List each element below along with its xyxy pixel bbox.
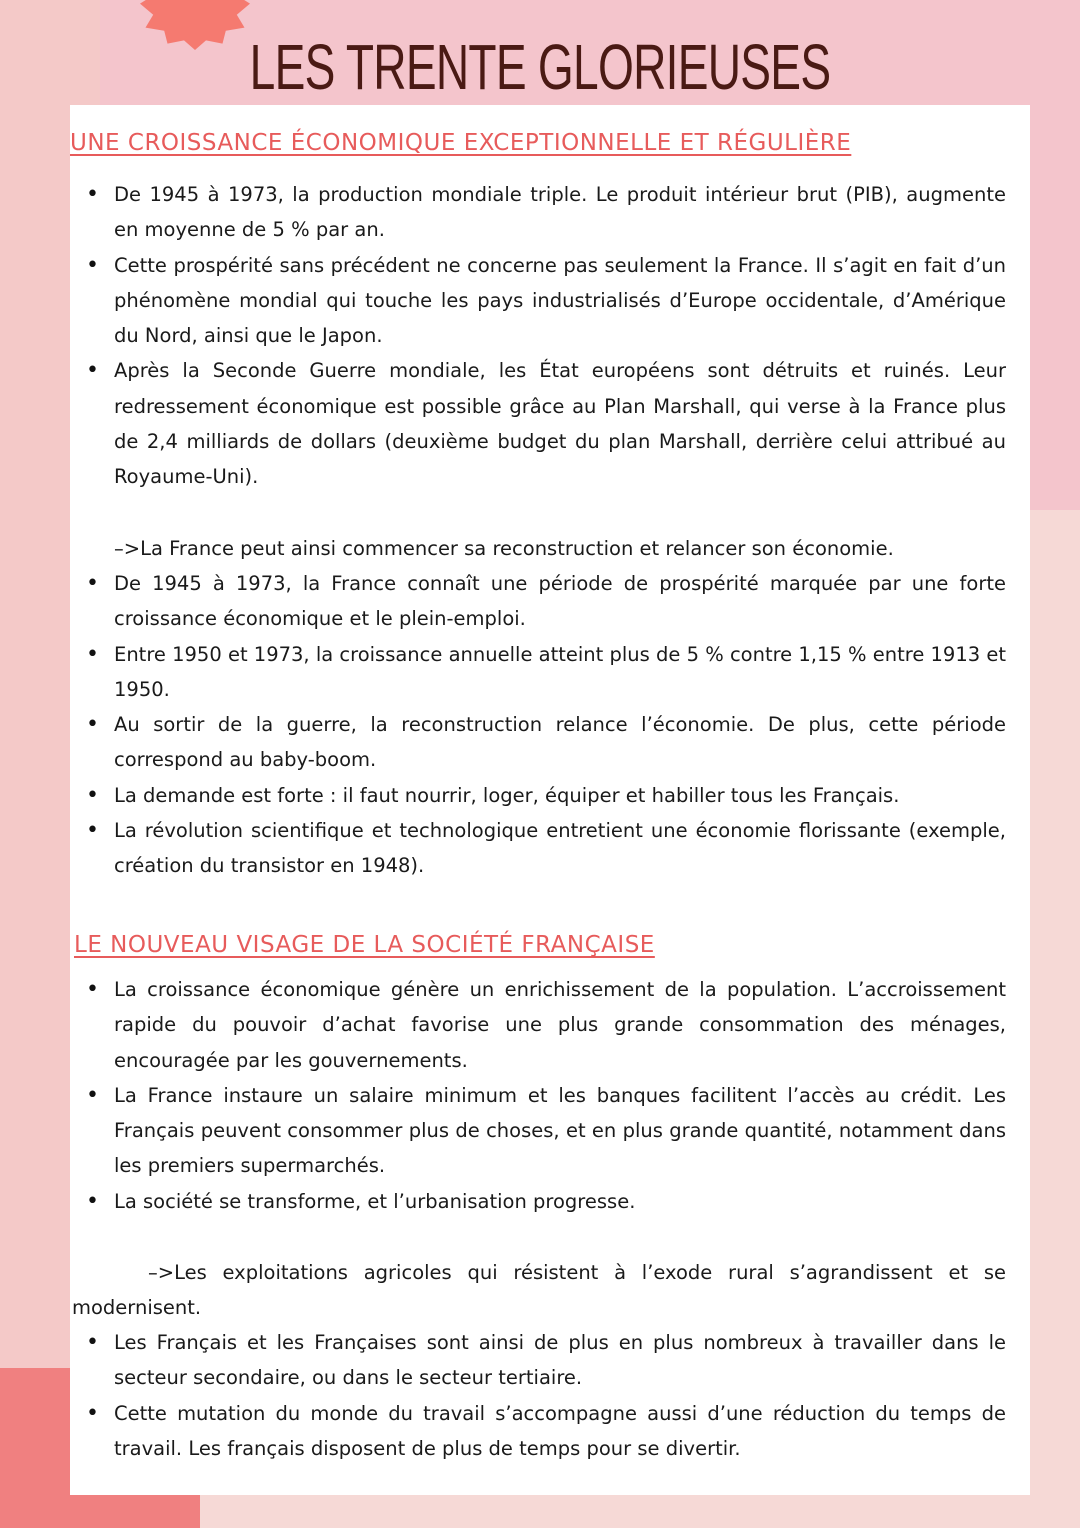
section-heading-croissance: UNE CROISSANCE ÉCONOMIQUE EXCEPTIONNELLE ET RÉGULIÈRE	[70, 130, 852, 156]
list-item: • Cette prospérité sans précédent ne concerne pas seulement la France. Il s’agit en fait d’un phénomène mondial qui touche les pays industrialisés d’Europe occidentale, d’Amérique du Nord, ainsi que le Japon.	[70, 248, 1006, 354]
list-item: • Entre 1950 et 1973, la croissance annuelle atteint plus de 5 % contre 1,15 % entre 1913 et 1950.	[70, 637, 1006, 708]
list-item: • Au sortir de la guerre, la reconstruction relance l’économie. De plus, cette période correspond au baby-boom.	[70, 707, 1006, 778]
list-item: • La demande est forte : il faut nourrir, loger, équiper et habiller tous les Français.	[70, 778, 1006, 813]
bullet-list-croissance-a	[70, 177, 1006, 495]
bullet-list-croissance-b	[70, 566, 1006, 884]
list-item: • La France instaure un salaire minimum et les banques facilitent l’accès au crédit. Les Français peuvent consommer plus de choses, et en plus grande quantité, notamment dans les premiers supermarchés.	[70, 1078, 1006, 1184]
bullet-list-societe-b	[70, 1325, 1006, 1466]
content-card	[70, 105, 1030, 1495]
list-item: • La révolution scientifique et technologique entretient une économie florissante (exemple, création du transistor en 1948).	[70, 813, 1006, 884]
bullet-list-societe-a	[70, 972, 1006, 1219]
page-title: LES TRENTE GLORIEUSES	[249, 31, 831, 103]
list-item: • Cette mutation du monde du travail s’accompagne aussi d’une réduction du temps de travail. Les français disposent de plus de temps pour se divertir.	[70, 1396, 1006, 1467]
list-item: • De 1945 à 1973, la production mondiale triple. Le produit intérieur brut (PIB), augmente en moyenne de 5 % par an.	[70, 177, 1006, 248]
list-item: • De 1945 à 1973, la France connaît une période de prospérité marquée par une forte croissance économique et le plein-emploi.	[70, 566, 1006, 637]
list-item: • Les Français et les Françaises sont ainsi de plus en plus nombreux à travailler dans le secteur secondaire, ou dans le secteur tertiaire.	[70, 1325, 1006, 1396]
list-item: • Après la Seconde Guerre mondiale, les État européens sont détruits et ruinés. Leur redressement économique est possible grâce au Plan Marshall, qui verse à la France plus de 2,4 milliards de dollars (deuxième budget du plan Marshall, derrière celui attribué au Royaume-Uni).	[70, 353, 1006, 494]
note-exode-rural: –>Les exploitations agricoles qui résistent à l’exode rural s’agrandissent et se modernisent.	[72, 1261, 1006, 1320]
section-heading-societe: LE NOUVEAU VISAGE DE LA SOCIÉTÉ FRANÇAISE	[74, 932, 655, 958]
list-item: • La société se transforme, et l’urbanisation progresse.	[70, 1184, 1006, 1219]
note-reconstruction: –>La France peut ainsi commencer sa reconstruction et relancer son économie.	[114, 537, 894, 560]
list-item: • La croissance économique génère un enrichissement de la population. L’accroissement rapide du pouvoir d’achat favorise une plus grande consommation des ménages, encouragée par les gouvernements.	[70, 972, 1006, 1078]
